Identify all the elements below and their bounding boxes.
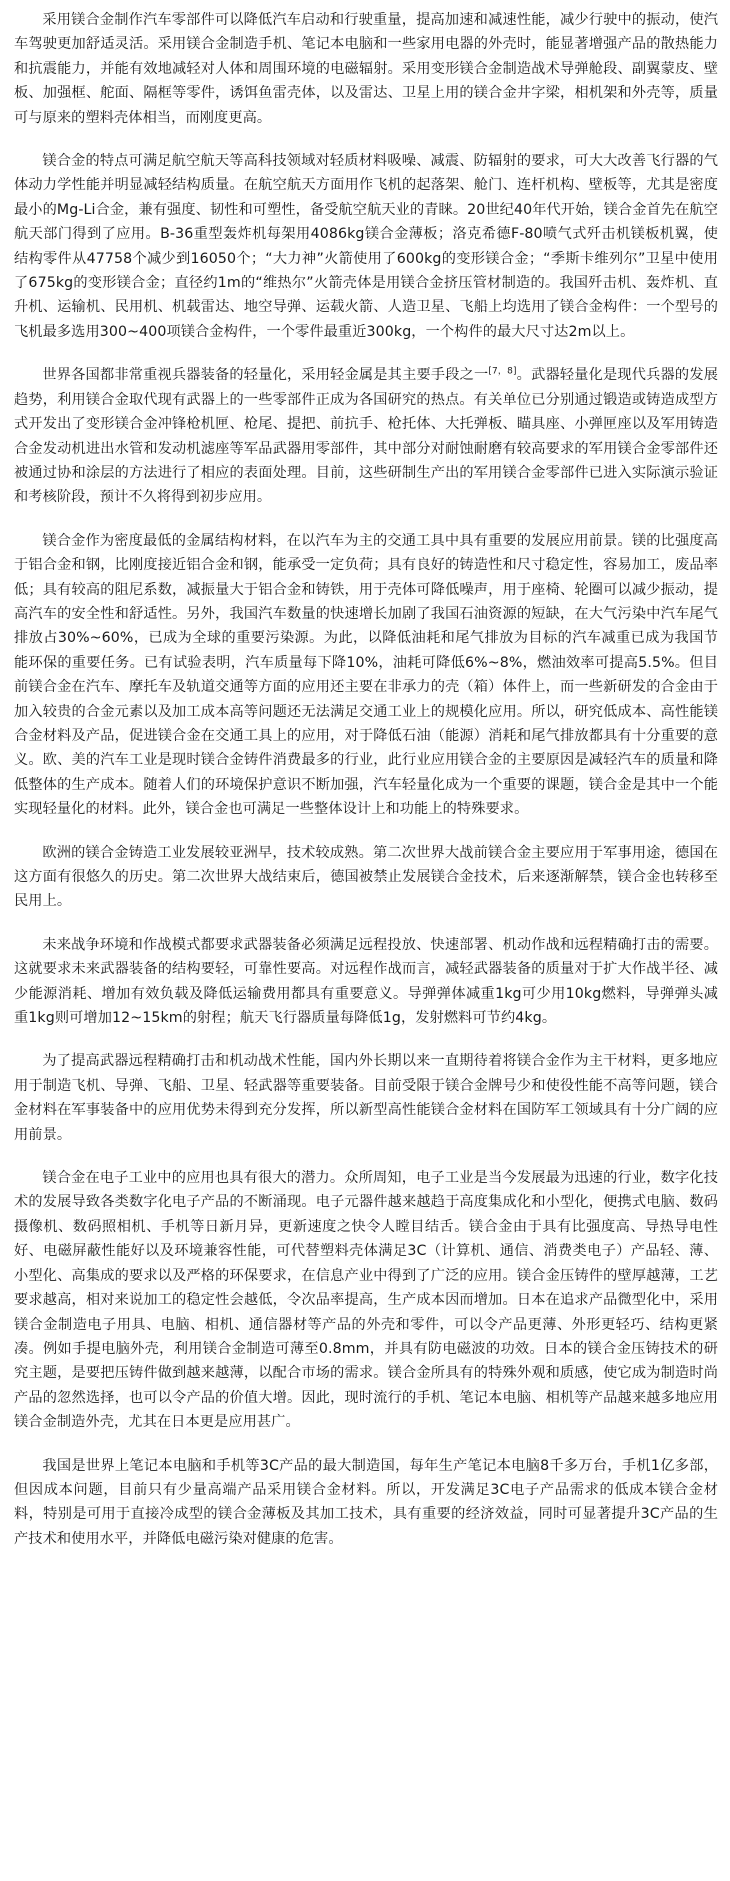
paragraph-aerospace: 镁合金的特点可满足航空航天等高科技领域对轻质材料吸噪、减震、防辐射的要求，可大大改善飞行器的气体动力学性能并明显减轻结构质量。在航空航天方面用作飞机的起落架、舱门、连杆机构、壁板等，尤其是密度最小的Mg-Li合金，兼有强度、韧性和可塑性，备受航空航天业的青睐。20世纪40年代开始，镁合金首先在航空航天部门得到了应用。B-36重型轰炸机每架用4086kg镁合金薄板；洛克希德F-80喷气式歼击机镁板机翼，使结构零件从47758个减少到16050个；“大力神”火箭使用了600kg的变形镁合金；“季斯卡维列尔”卫星中使用了675kg的变形镁合金；直径约1m的“维热尔”火箭壳体是用镁合金挤压管材制造的。我国歼击机、轰炸机、直升机、运输机、民用机、机载雷达、地空导弹、运载火箭、人造卫星、飞船上均选用了镁合金构件：一个型号的飞机最多选用300~400项镁合金构件，一个零件最重近300kg，一个构件的最大尺寸达2m以上。	[14, 153, 718, 340]
paragraph-transportation: 镁合金作为密度最低的金属结构材料，在以汽车为主的交通工具中具有重要的发展应用前景。镁的比强度高于铝合金和钢，比刚度接近铝合金和钢，能承受一定负荷；具有良好的铸造性和尺寸稳定性，容易加工，废品率低；具有较高的阻尼系数，减振量大于铝合金和铸铁，用于壳体可降低噪声，用于座椅、轮圈可以减少振动，提高汽车的安全性和舒适性。另外，我国汽车数量的快速增长加剧了我国石油资源的短缺，在大气污染中汽车尾气排放占30%~60%，已成为全球的重要污染源。为此，以降低油耗和尾气排放为目标的汽车减重已成为我国节能环保的重要任务。已有试验表明，汽车质量每下降10%，油耗可降低6%~8%，燃油效率可提高5.5%。但目前镁合金在汽车、摩托车及轨道交通等方面的应用还主要在非承力的壳（箱）体件上，而一些新研发的合金由于加入较贵的合金元素以及加工成本高等问题还无法满足交通工业上的规模化应用。所以，研究低成本、高性能镁合金材料及产品，促进镁合金在交通工具上的应用，对于降低石油（能源）消耗和尾气排放都具有十分重要的意义。欧、美的汽车工业是现时镁合金铸件消费最多的行业，此行业应用镁合金的主要原因是减轻汽车的质量和降低整体的生产成本。随着人们的环境保护意识不断加强，汽车轻量化成为一个重要的课题，镁合金是其中一个能实现轻量化的材料。此外，镁合金也可满足一些整体设计上和功能上的特殊要求。	[14, 532, 718, 818]
paragraph-military-prospects: 为了提高武器远程精确打击和机动战术性能，国内外长期以来一直期待着将镁合金作为主干材料，更多地应用于制造飞机、导弹、飞船、卫星、轻武器等重要装备。目前受限于镁合金牌号少和使役性能不高等问题，镁合金材料在军事装备中的应用优势未得到充分发挥，所以新型高性能镁合金材料在国防军工领域具有十分广阔的应用前景。	[14, 1053, 718, 1143]
paragraph-china-3c: 我国是世界上笔记本电脑和手机等3C产品的最大制造国，每年生产笔记本电脑8千多万台，手机1亿多部，但因成本问题，目前只有少量高端产品采用镁合金材料。所以，开发满足3C电子产品需求的低成本镁合金材料，特别是可用于直接冷成型的镁合金薄板及其加工技术，具有重要的经济效益，同时可显著提升3C产品的生产技术和使用水平，并降低电磁污染对健康的危害。	[14, 1457, 718, 1547]
citation-reference: [7，8]	[488, 366, 517, 377]
paragraph-automotive-electronics: 采用镁合金制作汽车零部件可以降低汽车启动和行驶重量，提高加速和减速性能，减少行驶中的振动，使汽车驾驶更加舒适灵活。采用镁合金制造手机、笔记本电脑和一些家用电器的外壳时，能显著增强产品的散热能力和抗震能力，并能有效地减轻对人体和周围环境的电磁辐射。采用变形镁合金制造战术导弹舱段、副翼蒙皮、壁板、加强框、舵面、隔框等零件，诱饵鱼雷壳体，以及雷达、卫星上用的镁合金井字梁，相机架和外壳等，质量可与原来的塑料壳体相当，而刚度更高。	[14, 12, 718, 126]
paragraph-europe-casting: 欧洲的镁合金铸造工业发展较亚洲早，技术较成熟。第二次世界大战前镁合金主要应用于军事用途，德国在这方面有很悠久的历史。第二次世界大战结束后，德国被禁止发展镁合金技术，后来逐渐解禁，镁合金也转移至民用上。	[14, 844, 718, 910]
paragraph-weapons-lightweight	[14, 363, 718, 509]
paragraph-text-part: 。武器轻量化是现代兵器的发展趋势，利用镁合金取代现有武器上的一些零部件正成为各国研究的热点。有关单位已分别通过锻造或铸造成型方式开发出了变形镁合金冲锋枪机匣、枪尾、提把、前抗手、枪托体、大托弹板、瞄具座、小弹匣座以及军用铸造合金发动机进出水管和发动机滤座等军品武器用零部件，其中部分对耐蚀耐磨有较高要求的军用镁合金零部件还被通过协和涂层的方法进行了相应的表面处理。目前，这些研制生产出的军用镁合金零部件已进入实际演示验证和考核阶段，预计不久将得到初步应用。	[14, 367, 718, 506]
paragraph-future-warfare: 未来战争环境和作战模式都要求武器装备必须满足远程投放、快速部署、机动作战和远程精确打击的需要。这就要求未来武器装备的结构要轻，可靠性要高。对远程作战而言，减轻武器装备的质量对于扩大作战半径、减少能源消耗、增加有效负载及降低运输费用都具有重要意义。导弹弹体减重1kg可少用10kg燃料，导弹弹头减重1kg则可增加12~15km的射程；航天飞行器质量每降低1g，发射燃料可节约4kg。	[14, 936, 718, 1027]
paragraph-text-part: 世界各国都非常重视兵器装备的轻量化，采用轻金属是其主要手段之一	[42, 367, 489, 384]
paragraph-electronics-industry: 镁合金在电子工业中的应用也具有很大的潜力。众所周知，电子工业是当今发展最为迅速的行业，数字化技术的发展导致各类数字化电子产品的不断涌现。电子元器件越来越趋于高度集成化和小型化，便携式电脑、数码摄像机、数码照相机、手机等日新月异，更新速度之快令人瞠目结舌。镁合金由于具有比强度高、导热导电性好、电磁屏蔽性能好以及环境兼容性能，可代替塑料壳体满足3C（计算机、通信、消费类电子）产品轻、薄、小型化、高集成的要求以及严格的环保要求，在信息产业中得到了广泛的应用。镁合金压铸件的壁厚越薄，工艺要求越高，相对来说加工的稳定性会越低，令次品率提高，生产成本因而增加。日本在追求产品微型化中，采用镁合金制造电子用具、电脑、相机、通信器材等产品的外壳和零件，可以令产品更薄、外形更轻巧、结构更紧凑。例如手提电脑外壳，利用镁合金制造可薄至0.8mm，并具有防电磁波的功效。日本的镁合金压铸技术的研究主题，是要把压铸件做到越来越薄，以配合市场的需求。镁合金所具有的特殊外观和质感，使它成为制造时尚产品的忽然选择，也可以令产品的价值大增。因此，现时流行的手机、笔记本电脑、相机等产品越来越多地应用镁合金制造外壳，尤其在日本更是应用甚广。	[14, 1170, 718, 1431]
